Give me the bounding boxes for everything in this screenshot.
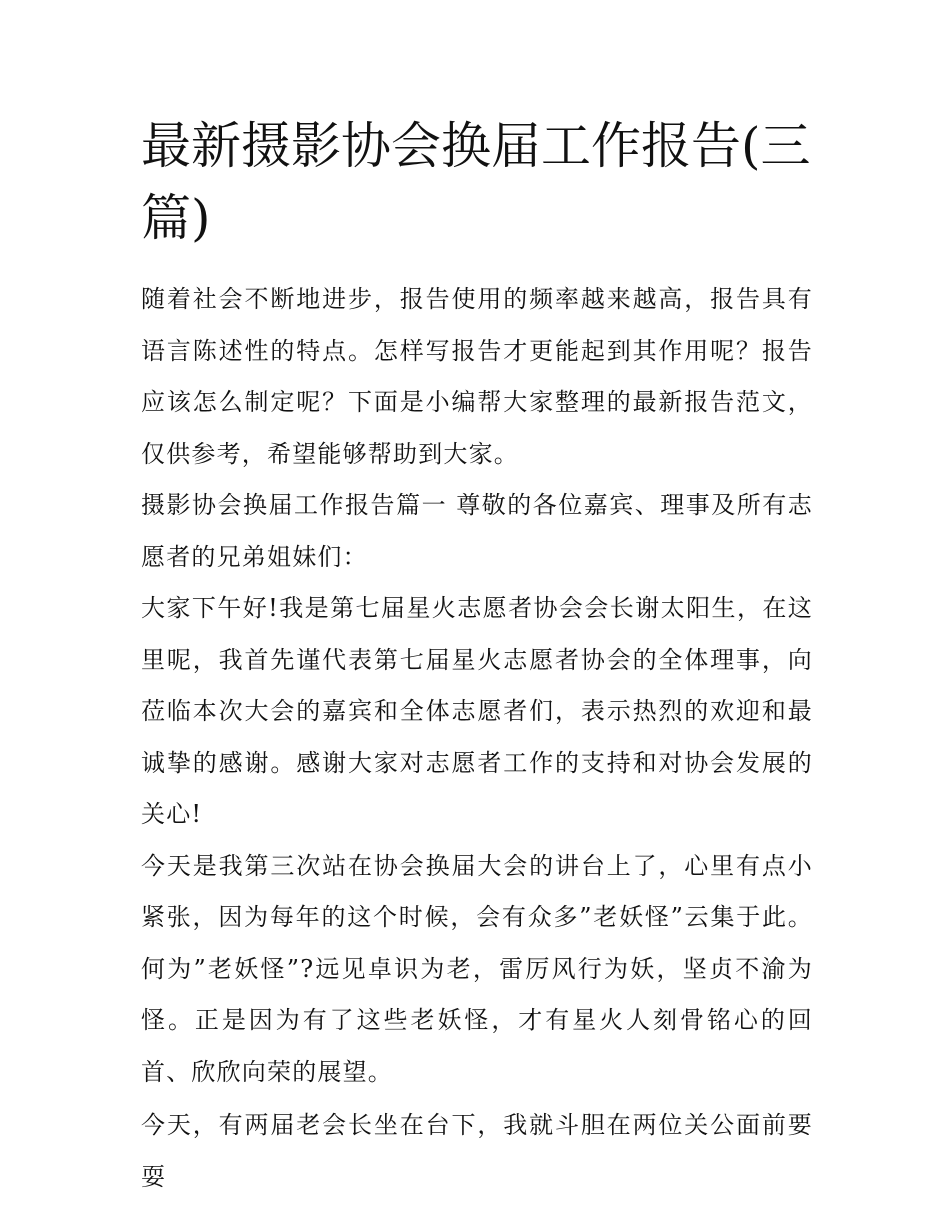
paragraph-third-time: 今天是我第三次站在协会换届大会的讲台上了，心里有点小紧张，因为每年的这个时候，会有众多”老妖怪”云集于此。何为”老妖怪”?远见卓识为老，雷厉风行为妖，坚贞不渝为怪。正是因为有了这些老妖怪，才有星火人刻骨铭心的回首、欣欣向荣的展望。 (141, 851, 813, 1086)
paragraph-welcome: 大家下午好!我是第七届星火志愿者协会会长谢太阳生，在这里呢，我首先谨代表第七届星火志愿者协会的全体理事，向莅临本次大会的嘉宾和全体志愿者们，表示热烈的欢迎和最诚挚的感谢。感谢大家对志愿者工作的支持和对协会发展的关心! (141, 594, 813, 828)
document-body (141, 274, 813, 1203)
paragraph-presidents: 今天，有两届老会长坐在台下，我就斗胆在两位关公面前要耍 (141, 1111, 813, 1191)
paragraph-intro: 随着社会不断地进步，报告使用的频率越来越高，报告具有语言陈述性的特点。怎样写报告才更能起到其作用呢？报告应该怎么制定呢？下面是小编帮大家整理的最新报告范文，仅供参考，希望能够帮助到大家。 (141, 285, 813, 468)
paragraph-greeting: 摄影协会换届工作报告篇一 尊敬的各位嘉宾、理事及所有志愿者的兄弟姐妹们： (141, 491, 813, 571)
document-page (141, 110, 813, 1203)
document-title: 最新摄影协会换届工作报告(三篇) (141, 117, 811, 247)
